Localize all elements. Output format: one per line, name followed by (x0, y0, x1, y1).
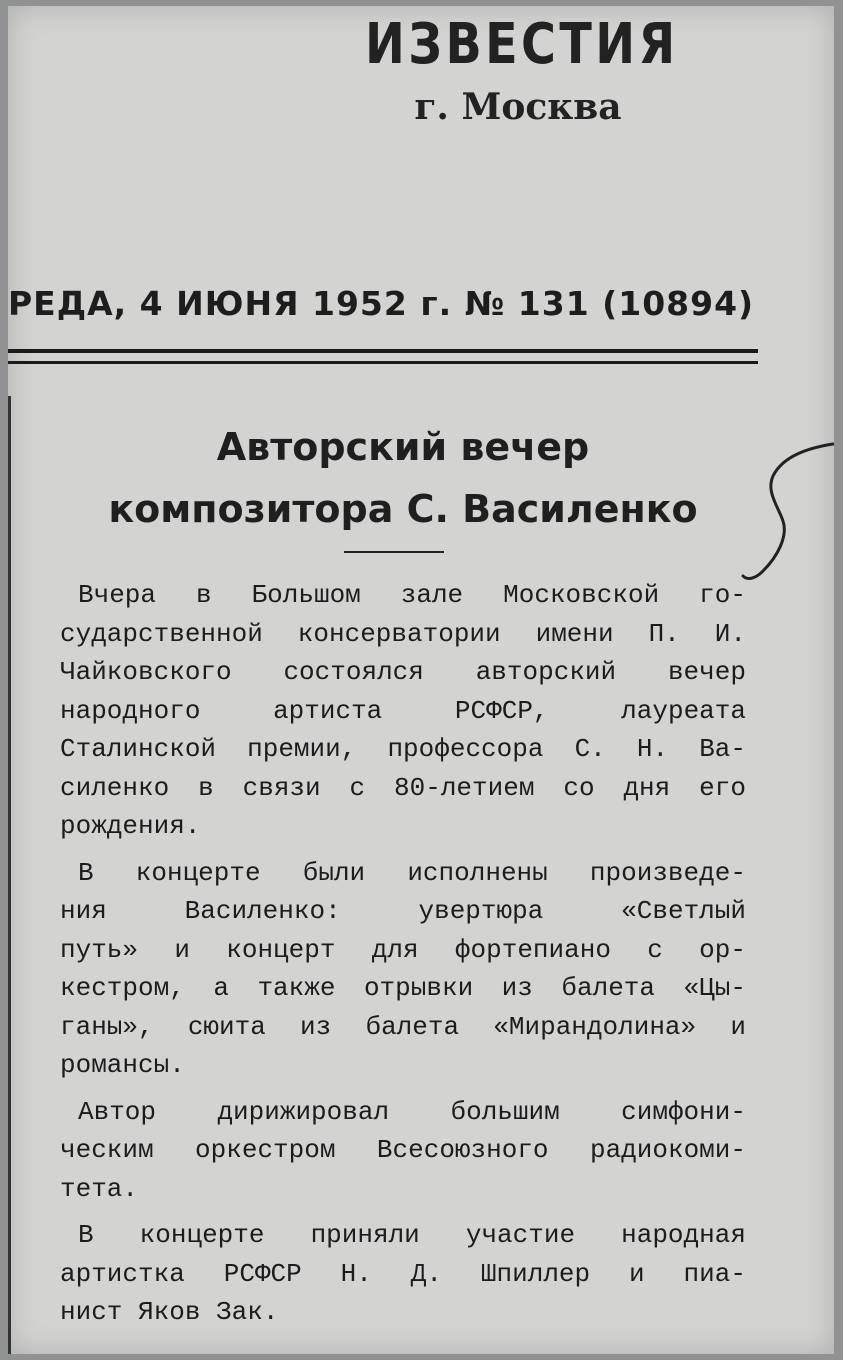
headline-line: Авторский вечер (216, 425, 590, 469)
divider-rule (8, 361, 758, 364)
paragraph-line: ганы», сюита из балета «Мирандолина» и (60, 1011, 746, 1042)
paragraph-line: сударственной консерватории имени П. И. (60, 618, 746, 649)
paragraph-line: тета. (60, 1173, 139, 1204)
masthead-city: г. Москва (414, 86, 622, 128)
paragraph-line: Вчера в Большом зале Московской го- (78, 580, 746, 610)
article-headline (48, 416, 758, 540)
divider-rule (8, 349, 758, 353)
article-paragraph (60, 1093, 746, 1209)
dateline: РЕДА, 4 ИЮНЯ 1952 г. № 131 (10894) (8, 284, 755, 323)
paragraph-line: нист Яков Зак. (60, 1297, 279, 1327)
newspaper-clipping (8, 6, 834, 1354)
paragraph-line: Сталинской премии, профессора С. Н. Ва- (60, 734, 746, 764)
article-paragraph (60, 1216, 746, 1332)
paragraph-line: народного артиста РСФСР, лауреата (60, 695, 746, 726)
headline-line: композитора С. Василенко (108, 487, 698, 531)
article-paragraph (60, 854, 746, 1085)
paragraph-line: Чайковского состоялся авторский вечер (60, 657, 746, 687)
paragraph-line: ния Василенко: увертюра «Светлый (60, 896, 746, 926)
paragraph-line: силенко в связи с 80-летием со дня его (60, 772, 746, 803)
article-paragraph (60, 576, 746, 846)
paragraph-line: В концерте были исполнены произведе- (78, 857, 746, 888)
paragraph-line: Автор дирижировал большим симфони- (78, 1096, 746, 1127)
paragraph-line: рождения. (60, 811, 201, 841)
paragraph-line: путь» и концерт для фортепиано с ор- (60, 934, 746, 965)
paragraph-line: ческим оркестром Всесоюзного радиокоми- (60, 1135, 746, 1165)
column-rule (8, 396, 11, 1354)
handwritten-pen-mark (738, 436, 834, 596)
masthead-title: ИЗВЕСТИЯ (365, 12, 679, 77)
article-body (60, 576, 746, 1340)
paragraph-line: романсы. (60, 1050, 185, 1080)
paragraph-line: кестром, а также отрывки из балета «Цы- (60, 973, 746, 1003)
headline-underline (344, 551, 444, 553)
paragraph-line: артистка РСФСР Н. Д. Шпиллер и пиа- (60, 1258, 746, 1289)
paragraph-line: В концерте приняли участие народная (78, 1220, 746, 1250)
